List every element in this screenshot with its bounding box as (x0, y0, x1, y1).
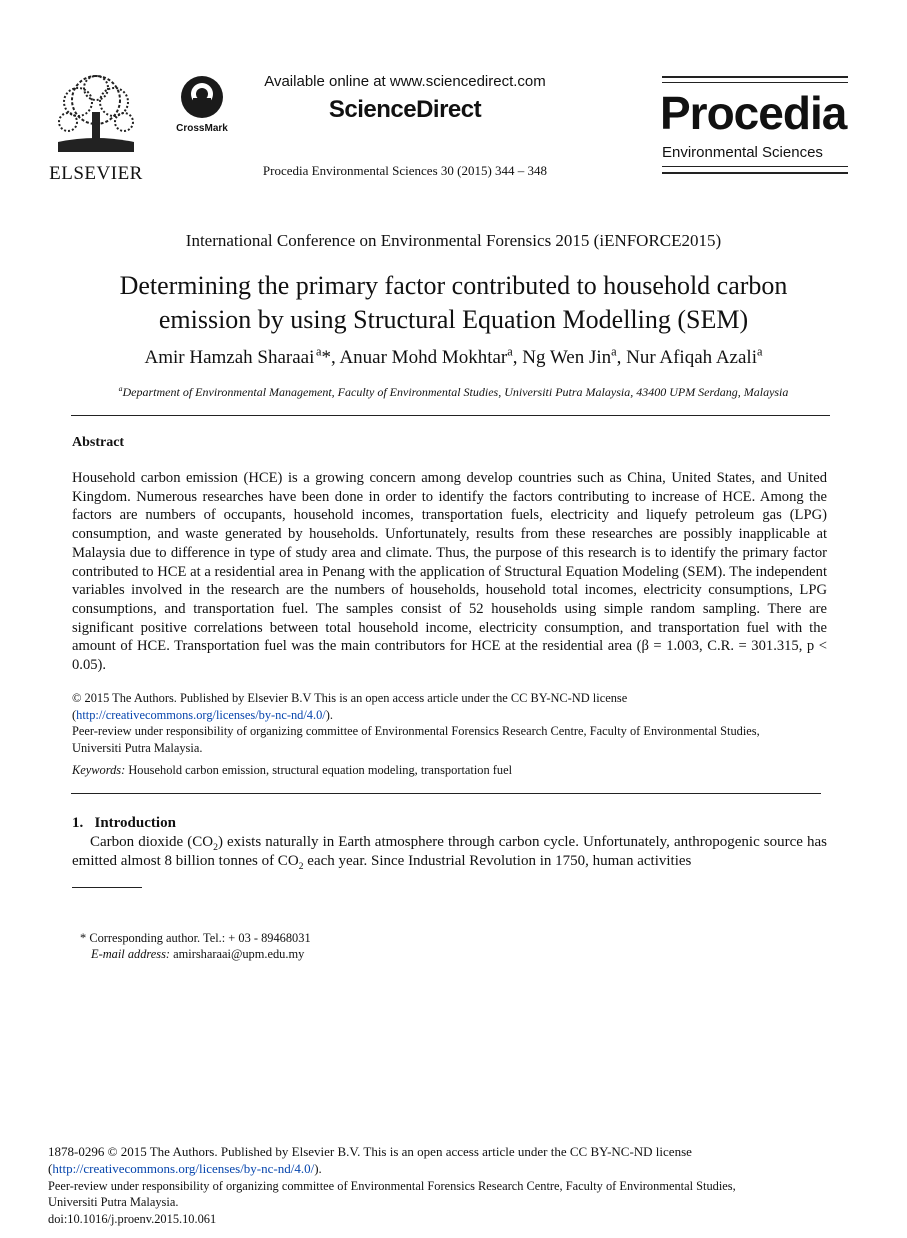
keywords (72, 763, 512, 778)
footnote-separator (72, 887, 142, 888)
paper-title-line1: Determining the primary factor contributed to household carbon (119, 271, 788, 300)
available-online[interactable]: Available online at www.sciencedirect.com (264, 73, 546, 90)
section-number: 1. (72, 815, 84, 831)
doi[interactable]: doi:10.1016/j.proenv.2015.10.061 (48, 1212, 217, 1227)
procedia-logo: Procedia (660, 87, 847, 139)
author-affil-sup: a (756, 344, 763, 359)
footnote-star: * (80, 931, 87, 945)
abstract-heading: Abstract (72, 435, 125, 450)
issn-line: 1878-0296 © 2015 The Authors. Published by Elsevier B.V. This is an open access article under the CC BY-NC-ND license (48, 1144, 692, 1159)
corresponding-author (80, 930, 311, 946)
keywords-text: Household carbon emission, structural equation modeling, transportation fuel (128, 763, 513, 777)
co2-subscript: 2 (298, 860, 304, 872)
procedia-subtitle: Environmental Sciences (662, 144, 823, 161)
intro-text-1: Carbon dioxide (CO (90, 834, 214, 850)
email-label: E-mail address: (91, 947, 171, 961)
peer-review-line2: Universiti Putra Malaysia. (72, 740, 203, 755)
procedia-rule-top (662, 76, 848, 78)
introduction-text (72, 833, 827, 870)
keywords-divider (71, 793, 821, 794)
section-title: Introduction (94, 815, 176, 831)
procedia-rule-top2 (662, 82, 848, 83)
section-heading-introduction (72, 815, 176, 832)
author-affil-sup: a (611, 344, 617, 359)
author-name: Amir Hamzah Sharaai (144, 347, 315, 368)
affiliation-text: Department of Environmental Management, Faculty of Environmental Studies, Universiti Putra Malaysia, 43400 UPM Serdang, Malaysia (122, 385, 789, 399)
procedia-rule-bottom2 (662, 172, 848, 174)
author-mark: *, (321, 347, 336, 368)
author-mark: , (616, 347, 622, 368)
intro-text-2: ) exists naturally in Earth atmosphere through carbon cycle. Unfortunately, anthropogenic source has emitted almost 8 billion tonnes of CO (72, 834, 827, 869)
bottom-link-line: (http://creativecommons.org/licenses/by-nc-nd/4.0/). (48, 1160, 322, 1176)
crossmark-logo[interactable] (172, 74, 232, 134)
author-mark: , (512, 347, 518, 368)
author-name: Nur Afiqah Azali (626, 347, 757, 368)
peer-review-line: Peer-review under responsibility of organizing committee of Environmental Forensics Research Centre, Faculty of Environmental Studies, (72, 724, 760, 738)
footnote (80, 930, 311, 962)
bottom-link-close: ). (314, 1160, 322, 1176)
bottom-license-link[interactable]: http://creativecommons.org/licenses/by-nc-nd/4.0/ (52, 1160, 315, 1176)
author-list (40, 344, 867, 369)
email-address[interactable]: amirsharaai@upm.edu.my (173, 947, 305, 961)
bottom-peer-review: Peer-review under responsibility of organizing committee of Environmental Forensics Research Centre, Faculty of Environmental Studies, (48, 1178, 736, 1193)
email-line (80, 946, 311, 962)
license-link[interactable]: http://creativecommons.org/licenses/by-nc-nd/4.0/ (76, 707, 326, 722)
author-name: Ng Wen Jin (522, 347, 612, 368)
conference-name: International Conference on Environmental Forensics 2015 (iENFORCE2015) (185, 231, 722, 250)
author-affil-sup: a (316, 344, 322, 359)
procedia-rule-bottom (662, 166, 848, 167)
license-link-line: (http://creativecommons.org/licenses/by-nc-nd/4.0/). (72, 707, 333, 722)
abstract-text: Household carbon emission (HCE) is a growing concern among develop countries such as China, United States, and United Kingdom. Numerous researches have been done in order to identify the factors contributing to increase of HCE. Among the factors are numbers of occupants, household incomes, transportation fuels, electricity and liquefy petroleum gas (LPG) consumption, and waste generated by households. Unfortunately, results from these researches are possibly inapplicable at Malaysia due to difference in type of study area and climate. Thus, the purpose of this research is to identify the primary factor contributed to HCE at a residential area in Penang with the application of Structural Equation Modeling (SEM). The independent variables involved in the research are the numbers of households, household total incomes, electricity consumptions, LPG consumptions, and transportation fuel. The samples consist of 52 households using simple random sampling. There are significant positive correlations between total household income, electricity consumption, and transportation fuel with the amount of HCE. Transportation fuel was the main contributors for HCE at the residential area (β = 1.003, C.R. = 301.315, p < 0.05). (72, 470, 827, 674)
elsevier-logo (48, 72, 144, 184)
elsevier-tree-icon (48, 72, 144, 154)
author-name: Anuar Mohd Mokhtar (339, 347, 508, 368)
affiliation-sup: a (118, 384, 123, 393)
affiliation (40, 385, 867, 400)
elsevier-wordmark: ELSEVIER (49, 163, 143, 184)
license-block (72, 690, 832, 756)
license-line: © 2015 The Authors. Published by Elsevier B.V This is an open access article under the CC BY-NC-ND license (72, 691, 628, 705)
title-divider (71, 415, 830, 416)
keywords-label: Keywords: (72, 763, 126, 777)
co2-subscript: 2 (213, 842, 218, 853)
corresponding-text: Corresponding author. Tel.: + 03 - 89468031 (89, 931, 311, 945)
sciencedirect-logo[interactable]: ScienceDirect (328, 96, 482, 123)
crossmark-icon (179, 74, 225, 120)
crossmark-label: CrossMark (176, 123, 228, 134)
author-affil-sup: a (507, 344, 513, 359)
journal-reference: Procedia Environmental Sciences 30 (2015) 344 – 348 (262, 163, 548, 178)
bottom-license (48, 1144, 848, 1228)
paper-title-line2: emission by using Structural Equation Modelling (SEM) (158, 305, 749, 334)
intro-text-3: each year. Since Industrial Revolution in 1750, human activities (303, 852, 692, 869)
bottom-peer-review2: Universiti Putra Malaysia. (48, 1195, 179, 1210)
